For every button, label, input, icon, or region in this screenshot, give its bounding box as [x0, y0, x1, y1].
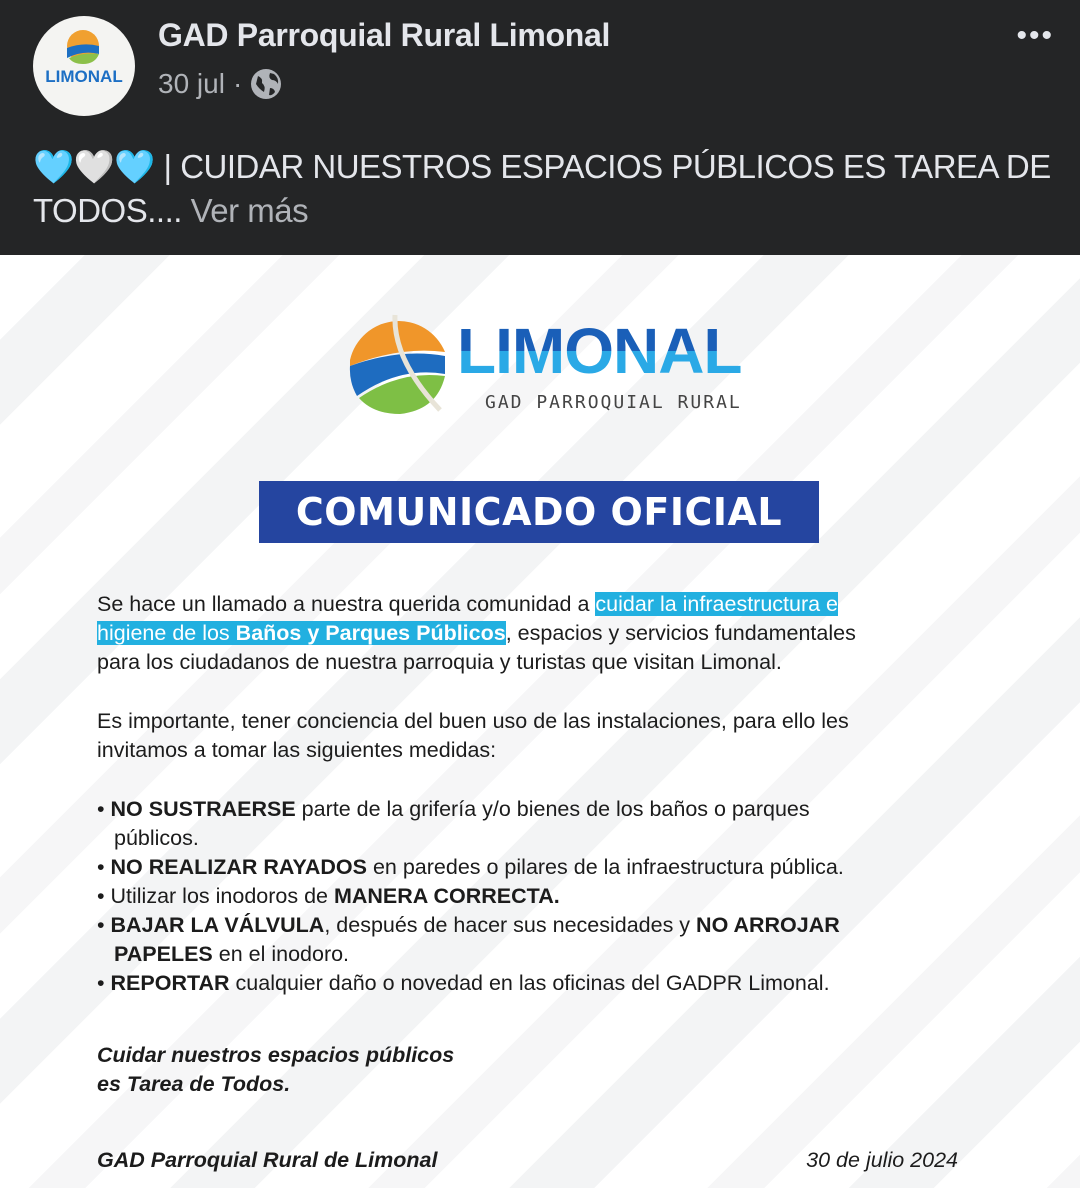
text-segment: Se hace un llamado a nuestra querida comunidad a [97, 592, 596, 616]
highlighted-text: higiene de los [97, 621, 236, 645]
globe-icon[interactable] [250, 68, 282, 100]
bold-text: NO ARROJAR [696, 913, 840, 937]
text-line [97, 648, 856, 677]
text-segment: públicos. [114, 826, 199, 850]
logo-wordmark: LIMONAL [457, 315, 742, 387]
post-header [0, 0, 1080, 255]
text-line [97, 795, 844, 824]
text-line [97, 969, 844, 998]
text-segment: • [97, 797, 111, 821]
caption-text: | CUIDAR NUESTROS ESPACIOS PÚBLICOS ES TAREA DE TODOS.... [33, 148, 1051, 229]
bold-text: NO SUSTRAERSE [110, 797, 296, 821]
post-date[interactable]: 30 jul [158, 68, 225, 99]
logo-emblem-icon [345, 310, 455, 420]
logo-subtitle: GAD PARROQUIAL RURAL [485, 392, 742, 413]
text-segment: en el inodoro. [212, 942, 350, 966]
closing-line-2: es Tarea de Todos. [97, 1072, 291, 1096]
page-avatar[interactable] [33, 16, 135, 116]
flyer-date: 30 de julio 2024 [806, 1148, 958, 1172]
limonal-logo [345, 310, 745, 420]
text-line [97, 940, 844, 969]
svg-text:LIMONAL: LIMONAL [45, 67, 123, 86]
text-line [97, 707, 849, 736]
text-segment: , después de hacer sus necesidades y [324, 913, 697, 937]
text-segment: Es importante, tener conciencia del buen uso de las instalaciones, para ello les [97, 709, 849, 733]
intro-paragraph [97, 590, 856, 677]
measures-list [97, 795, 844, 998]
text-line [97, 911, 844, 940]
bold-text: PAPELES [114, 942, 213, 966]
signature: GAD Parroquial Rural de Limonal [97, 1148, 438, 1172]
text-line [97, 853, 844, 882]
post-image[interactable] [0, 255, 1080, 1188]
text-segment: , espacios y servicios fundamentales [505, 621, 856, 645]
more-options-button[interactable]: ••• [1016, 19, 1054, 52]
bold-text: MANERA CORRECTA. [333, 884, 560, 908]
text-line [97, 824, 844, 853]
text-line [97, 590, 856, 619]
page-name[interactable]: GAD Parroquial Rural Limonal [158, 17, 611, 53]
post-caption [33, 145, 1063, 233]
highlighted-text: cuidar la infraestructura e [595, 592, 839, 616]
separator: · [232, 68, 243, 99]
text-line [97, 619, 856, 648]
text-segment: • [97, 971, 111, 995]
bold-text: NO REALIZAR RAYADOS [110, 855, 367, 879]
measures-intro [97, 707, 849, 765]
text-segment: invitamos a tomar las siguientes medidas: [97, 738, 497, 762]
text-segment: cualquier daño o novedad en las oficinas del GADPR Limonal. [229, 971, 830, 995]
text-segment: • Utilizar los inodoros de [97, 884, 334, 908]
post-meta [158, 66, 282, 102]
text-segment: para los ciudadanos de nuestra parroquia y turistas que visitan Limonal. [97, 650, 782, 674]
text-segment: parte de la grifería y/o bienes de los baños o parques [295, 797, 810, 821]
text-segment: • [97, 855, 111, 879]
text-segment: en paredes o pilares de la infraestructura pública. [366, 855, 844, 879]
text-line [97, 736, 849, 765]
see-more-link[interactable]: Ver más [190, 192, 309, 229]
highlighted-text: Baños y Parques Públicos [235, 621, 506, 645]
bold-text: BAJAR LA VÁLVULA [110, 913, 325, 937]
text-line [97, 882, 844, 911]
limonal-logo-icon [33, 16, 135, 116]
heart-emojis: 🩵🤍🩵 [33, 148, 155, 185]
closing-line-1: Cuidar nuestros espacios públicos [97, 1043, 455, 1067]
text-segment: • [97, 913, 111, 937]
bold-text: REPORTAR [110, 971, 230, 995]
announcement-banner: COMUNICADO OFICIAL [259, 481, 819, 543]
